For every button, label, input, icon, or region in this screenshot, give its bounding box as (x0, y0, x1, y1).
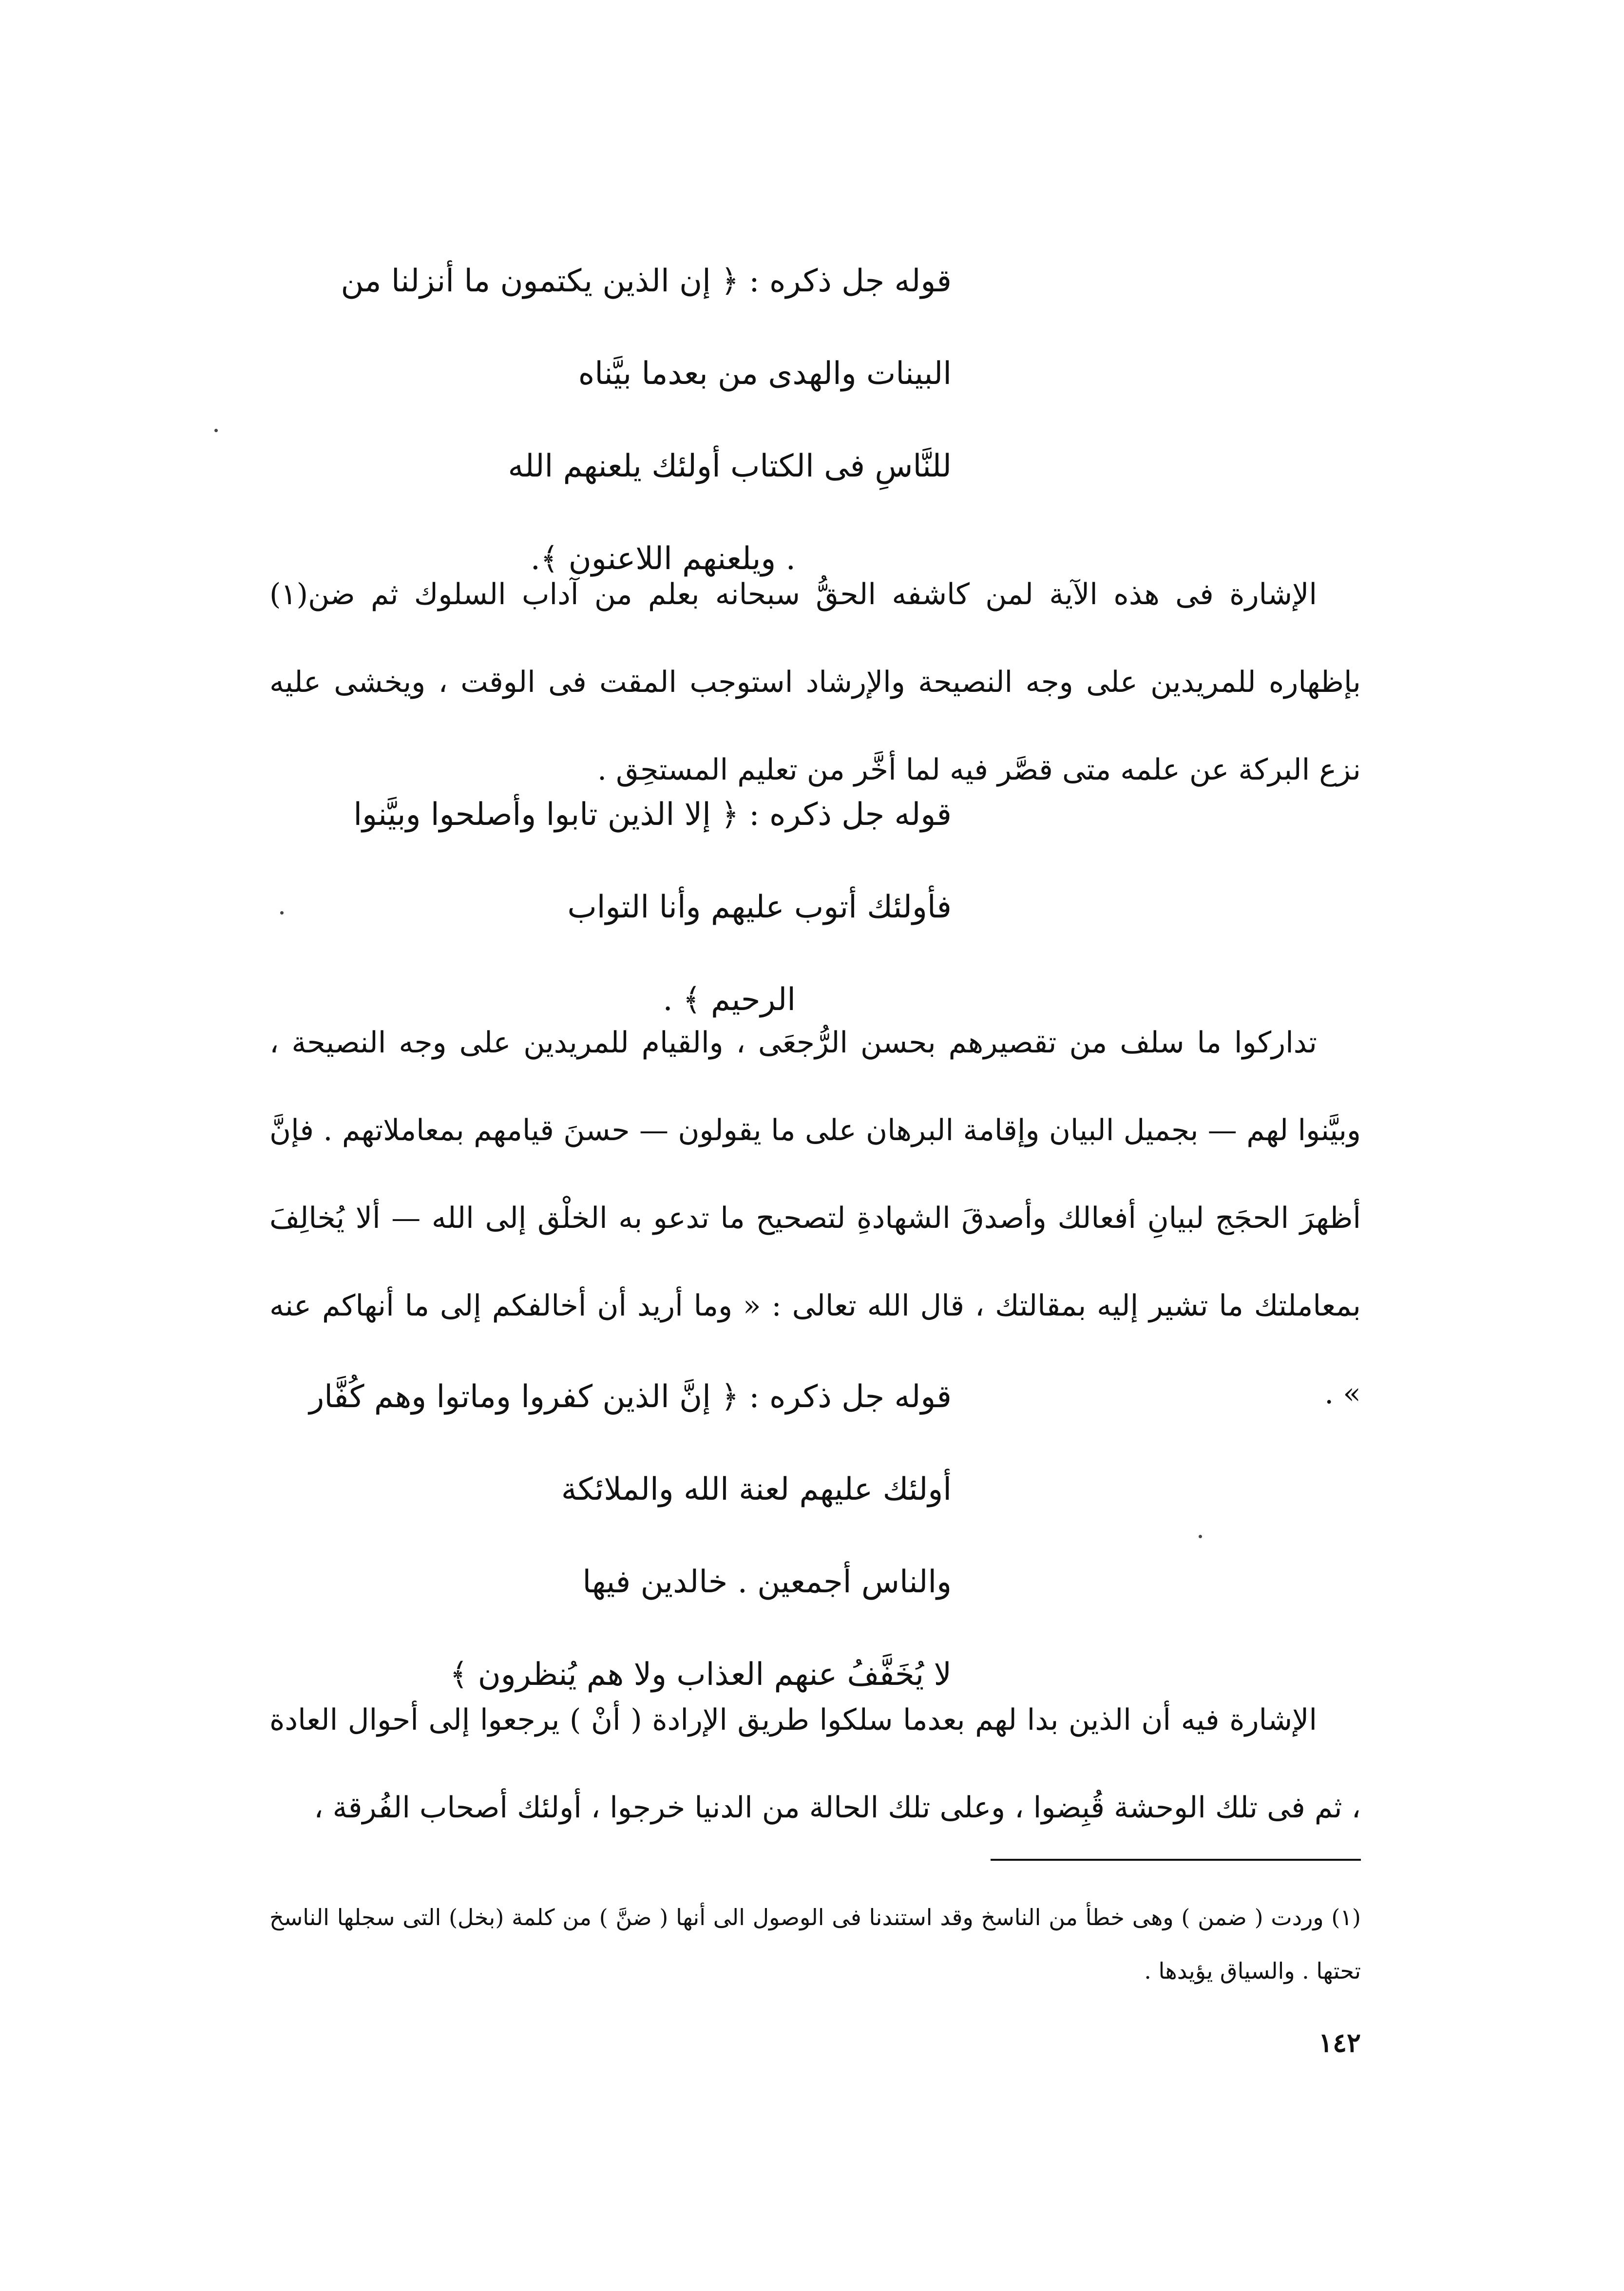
verse-line: للنَّاسِ فى الكتاب أولئك يلعنهم الله (508, 448, 952, 484)
scan-speck (1199, 1535, 1202, 1538)
verse-line: قوله جل ذكره : ﴿ إن الذين يكتمون ما أنزلنا من (341, 263, 952, 299)
footnote-divider (991, 1859, 1361, 1861)
verse-line: قوله جل ذكره : ﴿ إنَّ الذين كفروا وماتوا وهم كُفَّار (309, 1379, 952, 1415)
scan-speck (214, 429, 218, 432)
page-number: ١٤٢ (1318, 2027, 1361, 2058)
verse-line: . ويلعنهم اللاعنون ﴾. (530, 541, 796, 577)
verse-line: قوله جل ذكره : ﴿ إلا الذين تابوا وأصلحوا وبيَّنوا (353, 797, 952, 833)
verse-line: الرحيم ﴾ . (663, 982, 796, 1018)
verse-line: والناس أجمعين . خالدين فيها (582, 1564, 952, 1600)
verse-line: البينات والهدى من بعدما بيَّناه (578, 356, 952, 392)
commentary-paragraph-3: الإشارة فيه أن الذين بدا لهم بعدما سلكوا طريق الإرادة ( أنْ ) يرجعوا إلى أحوال العادة ، ثم فى تلك الوحشة قُبِضوا ، وعلى تلك الحالة من الدنيا خرجوا ، أولئك أصحاب الفُرقة ، (269, 1703, 1361, 1825)
verse-line: أولئك عليهم لعنة الله والملائكة (561, 1471, 952, 1508)
verse-line: فأولئك أتوب عليهم وأنا التواب (567, 889, 952, 925)
commentary-paragraph-1: الإشارة فى هذه الآية لمن كاشفه الحقُّ سبحانه بعلم من آداب السلوك ثم ضن(١) بإظهاره للمريدين على وجه النصيحة والإرشاد استوجب المقت فى الوقت ، ويخشى عليه نزع البركة عن علمه متى قصَّر فيه لما أخَّر من تعليم المستحِق . (269, 577, 1361, 787)
commentary-paragraph-2: تداركوا ما سلف من تقصيرهم بحسن الرُّجعَى ، والقيام للمريدين على وجه النصيحة ، وبيَّنوا لهم — بجميل البيان وإقامة البرهان على ما يقولون — حسنَ قيامهم بمعاملاتهم . فإنَّ أظهرَ الحجَج لبيانِ أفعالك وأصدقَ الشهادةِ لتصحيح ما تدعو به الخلْق إلى الله — ألا يُخالِفَ بمعاملتك ما تشير إليه بمقالتك ، قال الله تعالى : « وما أريد أن أخالفكم إلى ما أنهاكم عنه » . (269, 1026, 1361, 1411)
verse-line: لا يُخَفَّفُ عنهم العذاب ولا هم يُنظرون ﴾ (449, 1657, 952, 1693)
footnote: (١) وردت ( ضمن ) وهى خطأ من الناسخ وقد استندنا فى الوصول الى أنها ( ضنَّ ) من كلمة (بخل) التى سجلها الناسخ تحتها . والسياق يؤيدها . (269, 1904, 1361, 1984)
scan-speck (280, 911, 284, 915)
